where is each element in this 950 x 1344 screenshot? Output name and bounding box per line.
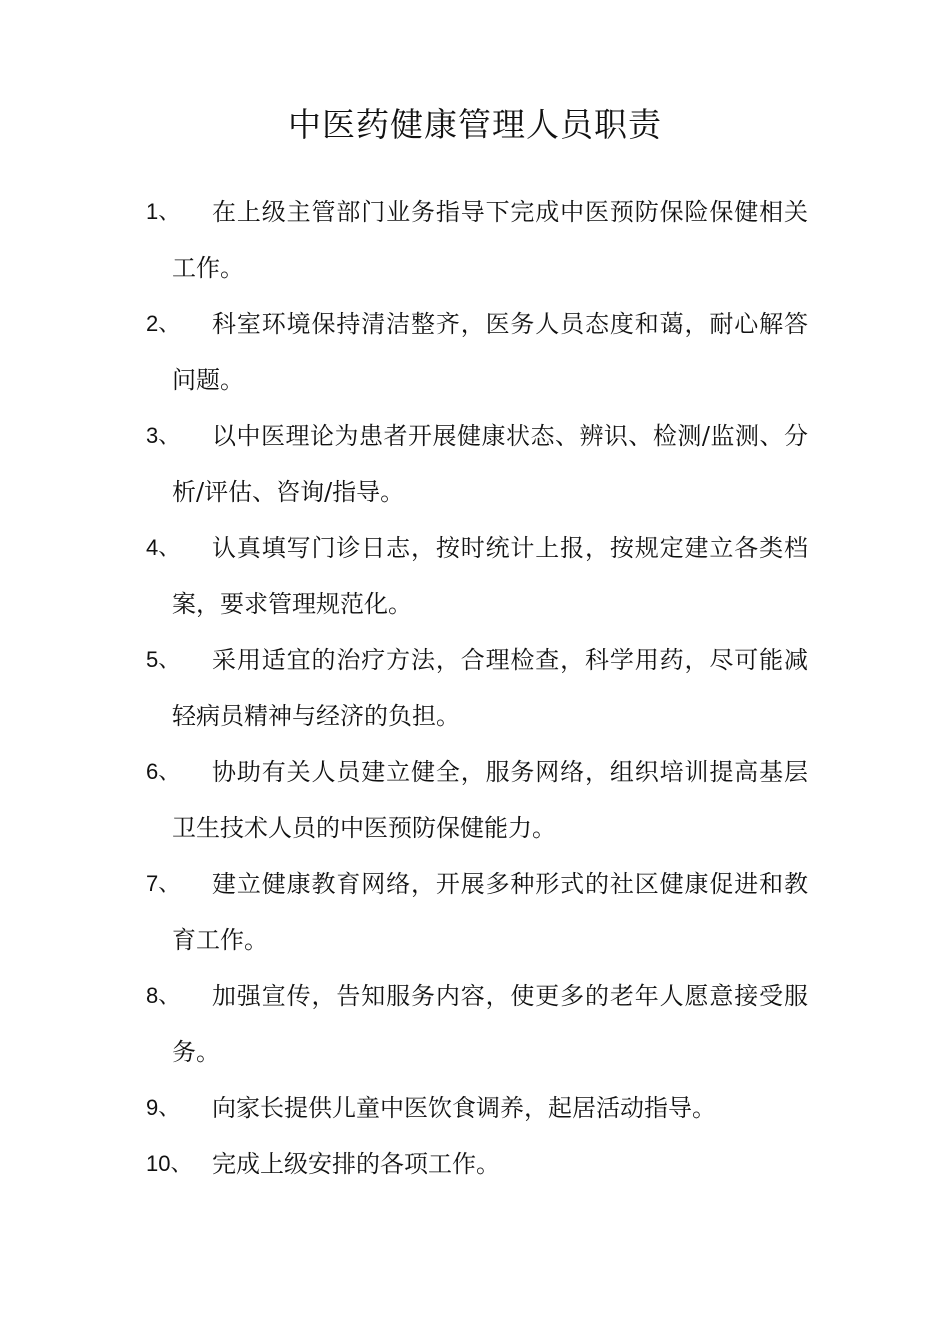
item-text: 向家长提供儿童中医饮食调养，起居活动指导。 — [212, 1094, 716, 1122]
item-text: 采用适宜的治疗方法，合理检查，科学用药，尽可能减轻病员精神与经济的负担。 — [172, 646, 808, 730]
document-title: 中医药健康管理人员职责 — [288, 105, 662, 144]
item-text: 协助有关人员建立健全，服务网络，组织培训提高基层卫生技术人员的中医预防保健能力。 — [172, 758, 808, 842]
item-text: 建立健康教育网络，开展多种形式的社区健康促进和教育工作。 — [172, 870, 808, 954]
item-number: 5、 — [146, 647, 181, 672]
item-number: 8、 — [146, 983, 181, 1008]
list-item — [0, 520, 950, 632]
item-number: 7、 — [146, 871, 181, 896]
item-text: 加强宣传，告知服务内容，使更多的老年人愿意接受服务。 — [172, 982, 808, 1066]
item-number: 2、 — [146, 311, 181, 336]
item-number: 4、 — [146, 535, 181, 560]
list-item — [0, 856, 950, 968]
list-item — [0, 1136, 950, 1192]
item-number: 9、 — [146, 1095, 181, 1120]
item-text: 在上级主管部门业务指导下完成中医预防保险保健相关工作。 — [172, 198, 808, 282]
list-item — [0, 296, 950, 408]
item-text: 完成上级安排的各项工作。 — [212, 1150, 500, 1178]
item-number: 3、 — [146, 423, 181, 448]
item-text: 认真填写门诊日志，按时统计上报，按规定建立各类档案，要求管理规范化。 — [172, 534, 808, 618]
list-item — [0, 968, 950, 1080]
item-number: 10、 — [146, 1151, 193, 1176]
list-item — [0, 1080, 950, 1136]
item-number: 1、 — [146, 199, 181, 224]
item-text: 以中医理论为患者开展健康状态、辨识、检测/监测、分析/评估、咨询/指导。 — [172, 422, 808, 506]
item-number: 6、 — [146, 759, 181, 784]
list-item — [0, 184, 950, 296]
list-item — [0, 632, 950, 744]
list-item — [0, 744, 950, 856]
item-text: 科室环境保持清洁整齐，医务人员态度和蔼，耐心解答问题。 — [172, 310, 808, 394]
list-item — [0, 408, 950, 520]
duty-list — [0, 184, 950, 1192]
